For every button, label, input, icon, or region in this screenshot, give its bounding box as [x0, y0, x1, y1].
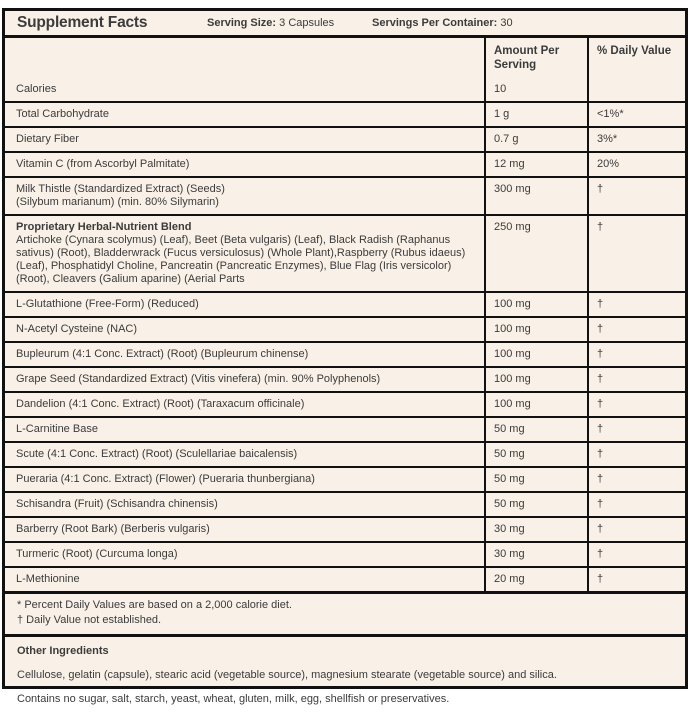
- amount-cell: 100 mg: [486, 318, 589, 341]
- daily-value-column-header: % Daily Value: [597, 45, 672, 57]
- table-row: [5, 341, 685, 366]
- daily-value-cell: †: [597, 473, 604, 485]
- amount-cell: 30 mg: [486, 518, 589, 541]
- footnote-daily-values: * Percent Daily Values are based on a 2,000 calorie diet.: [17, 599, 292, 611]
- daily-value-cell: †: [597, 548, 604, 560]
- footnote-dagger: † Daily Value not established.: [17, 614, 162, 626]
- table-row: [5, 516, 685, 541]
- ingredient-name: L-Glutathione (Free-Form) (Reduced): [16, 298, 199, 310]
- table-row: [5, 491, 685, 516]
- table-row: [5, 366, 685, 391]
- amount-column-header: Amount Per Serving: [486, 38, 589, 78]
- amount-cell: 0.7 g: [486, 128, 589, 151]
- other-ingredients-list: Cellulose, gelatin (capsule), stearic acid (vegetable source), magnesium stearate (vegetable source) and silica.: [17, 669, 557, 681]
- servings-per-container-value: 30: [500, 17, 513, 29]
- other-ingredients-heading: Other Ingredients: [17, 645, 109, 657]
- table-row: [5, 416, 685, 441]
- ingredient-name: Calories: [16, 83, 57, 95]
- amount-cell: 100 mg: [486, 293, 589, 316]
- ingredient-name-line2: (Silybum marianum) (min. 80% Silymarin): [16, 196, 219, 208]
- ingredient-name-cell: [5, 418, 486, 441]
- ingredient-name: Pueraria (4:1 Conc. Extract) (Flower) (Pueraria thunbergiana): [16, 473, 315, 485]
- serving-size-value: 3 Capsules: [279, 17, 335, 29]
- table-row: [5, 291, 685, 316]
- ingredient-name: N-Acetyl Cysteine (NAC): [16, 323, 138, 335]
- table-row: [5, 214, 685, 291]
- column-header-row: [5, 38, 685, 78]
- amount-cell: 12 mg: [486, 153, 589, 176]
- daily-value-cell: †: [597, 323, 604, 335]
- ingredient-name-cell: [5, 153, 486, 176]
- supplement-facts-label: [2, 8, 688, 705]
- footnotes: [5, 591, 685, 634]
- ingredient-name-cell: [5, 318, 486, 341]
- ingredient-name-cell: [5, 103, 486, 126]
- ingredient-name: Bupleurum (4:1 Conc. Extract) (Root) (Bupleurum chinense): [16, 348, 309, 360]
- ingredient-name-cell: [5, 493, 486, 516]
- ingredient-name: Scute (4:1 Conc. Extract) (Root) (Sculellariae baicalensis): [16, 448, 298, 460]
- amount-cell: 50 mg: [486, 493, 589, 516]
- table-row: [5, 176, 685, 214]
- table-row: [5, 441, 685, 466]
- daily-value-cell: †: [597, 183, 604, 195]
- other-ingredients-section: [5, 634, 685, 714]
- ingredient-name-cell: [5, 343, 486, 366]
- ingredient-name-cell: [5, 293, 486, 316]
- daily-value-cell: †: [597, 423, 604, 435]
- amount-cell: 1 g: [486, 103, 589, 126]
- daily-value-cell: †: [597, 398, 604, 410]
- daily-value-cell: †: [597, 221, 604, 233]
- ingredient-name: Barberry (Root Bark) (Berberis vulgaris): [16, 523, 210, 535]
- amount-cell: 10: [486, 78, 589, 101]
- daily-value-cell: †: [597, 498, 604, 510]
- ingredient-name: Grape Seed (Standardized Extract) (Vitis vinefera) (min. 90% Polyphenols): [16, 373, 381, 385]
- table-row: [5, 316, 685, 341]
- ingredient-name: Schisandra (Fruit) (Schisandra chinensis): [16, 498, 218, 510]
- ingredient-name: Turmeric (Root) (Curcuma longa): [16, 548, 178, 560]
- amount-cell: 50 mg: [486, 468, 589, 491]
- daily-value-cell: 20%: [597, 158, 620, 170]
- daily-value-cell: †: [597, 348, 604, 360]
- serving-size-label: Serving Size:: [207, 17, 277, 29]
- ingredient-name-cell: [5, 443, 486, 466]
- amount-cell: 50 mg: [486, 418, 589, 441]
- daily-value-cell: [589, 78, 685, 101]
- ingredient-column-header: [5, 38, 486, 78]
- ingredient-name: L-Methionine: [16, 573, 80, 585]
- ingredient-name-cell: [5, 393, 486, 416]
- amount-cell: 250 mg: [486, 216, 589, 291]
- table-row: [5, 151, 685, 176]
- daily-value-cell: †: [597, 298, 604, 310]
- ingredient-name: Dandelion (4:1 Conc. Extract) (Root) (Taraxacum officinale): [16, 398, 305, 410]
- daily-value-cell: <1%*: [597, 108, 624, 120]
- table-row: [5, 391, 685, 416]
- ingredient-name: Vitamin C (from Ascorbyl Palmitate): [16, 158, 190, 170]
- amount-cell: 100 mg: [486, 368, 589, 391]
- amount-cell: 100 mg: [486, 393, 589, 416]
- table-row: [5, 541, 685, 566]
- label-header: [5, 11, 685, 38]
- daily-value-cell: †: [597, 373, 604, 385]
- amount-cell: 50 mg: [486, 443, 589, 466]
- ingredient-name-cell: [5, 78, 486, 101]
- ingredient-name: L-Carnitine Base: [16, 423, 98, 435]
- ingredient-name: Total Carbohydrate: [16, 108, 109, 120]
- daily-value-cell: †: [597, 523, 604, 535]
- ingredient-name: Proprietary Herbal-Nutrient Blend: [16, 221, 192, 233]
- table-row: [5, 78, 685, 101]
- ingredient-table-body: [5, 78, 685, 591]
- amount-cell: 100 mg: [486, 343, 589, 366]
- daily-value-cell: †: [597, 448, 604, 460]
- blend-ingredient-list: Artichoke (Cynara scolymus) (Leaf), Beet (Beta vulgaris) (Leaf), Black Radish (Raphanus sativus) (Root), Bladderwrack (Fucus versiculosus) (Whole Plant),Raspberry (Rubus idaeus) (Leaf), Phosphatidyl Choline, Pancreatin (Pancreatic Enzymes), Blue Flag (Iris versicolor) (Root), Cleavers (Galium aparine) (Aerial Parts: [16, 234, 466, 285]
- ingredient-name-cell: [5, 518, 486, 541]
- ingredient-name: Milk Thistle (Standardized Extract) (Seeds): [16, 183, 225, 195]
- ingredient-name-cell: [5, 178, 486, 214]
- ingredient-name-cell: [5, 128, 486, 151]
- amount-cell: 300 mg: [486, 178, 589, 214]
- servings-per-container: [372, 17, 673, 29]
- serving-size: [207, 17, 372, 29]
- daily-value-cell: 3%*: [597, 133, 618, 145]
- table-row: [5, 126, 685, 151]
- amount-cell: 30 mg: [486, 543, 589, 566]
- amount-cell: 20 mg: [486, 568, 589, 591]
- label-title: Supplement Facts: [17, 14, 148, 31]
- servings-per-container-label: Servings Per Container:: [372, 17, 498, 29]
- daily-value-cell: †: [597, 573, 604, 585]
- ingredient-name: Dietary Fiber: [16, 133, 79, 145]
- table-row: [5, 101, 685, 126]
- table-row: [5, 466, 685, 491]
- contains-no-statement: Contains no sugar, salt, starch, yeast, wheat, gluten, milk, egg, shellfish or preservatives.: [17, 693, 450, 705]
- ingredient-name-cell: [5, 568, 486, 591]
- ingredient-name-cell: [5, 543, 486, 566]
- table-row: [5, 566, 685, 591]
- ingredient-name-cell: [5, 216, 486, 291]
- ingredient-name-cell: [5, 368, 486, 391]
- ingredient-name-cell: [5, 468, 486, 491]
